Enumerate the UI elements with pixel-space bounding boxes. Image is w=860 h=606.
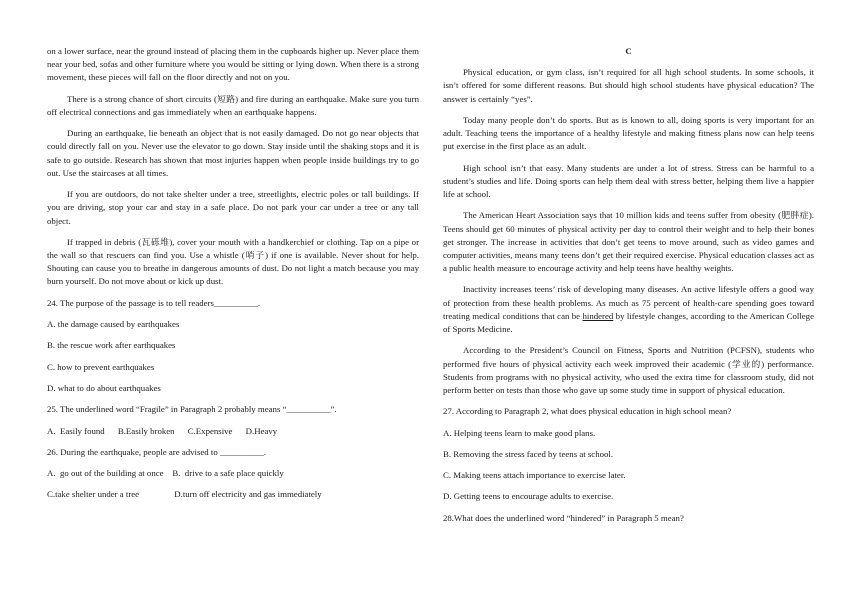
- option-27-b: B. Removing the stress faced by teens at school.: [443, 448, 614, 459]
- paragraph-trapped: If trapped in debris (瓦砾堆), cover your mouth with a handkerchief or clothing. Tap on a pipe or the wall so that rescuers can find you. Use a whistle (哨子) if one is available. Never shout for help. Shouting can cause you to breathe in dangerous amounts of dust. Do not light a match because you may burn yourself. Do not move about or kick up dust.: [47, 236, 419, 287]
- option-24-b: B. the rescue work after earthquakes: [47, 340, 176, 351]
- paragraph-outdoors: If you are outdoors, do not take shelter under a tree, streetlights, electric poles or tall buildings. If you are driving, stop your car and stay in a safe place. Do not park your car under a tree or any tall object.: [47, 189, 419, 226]
- option-27-c: C. Making teens attach importance to exercise later.: [443, 470, 626, 481]
- option-24-a: A. the damage caused by earthquakes: [47, 319, 180, 330]
- paragraph-during-earthquake: During an earthquake, lie beneath an object that is not easily damaged. Do not go near objects that could directly fall on you. Never use the elevator to go down. Stay inside until the shaking stops and it is safe to go outside. Research has shown that most injuries happen when people inside buildings try to go out. Use the staircases at all times.: [47, 128, 419, 178]
- paragraph-pcfsn: According to the President’s Council on Fitness, Sports and Nutrition (PCFSN), students who performed five hours of physical activity each week improved their academic (学业的) performance. Students from programs with no physical activity, who used the extra time for classroom study, did not perform better on tests than those who gave up some study time in support of physical education.: [443, 345, 814, 395]
- question-24: 24. The purpose of the passage is to tell readers__________.: [47, 297, 261, 308]
- left-column: [47, 45, 419, 510]
- option-24-c: C. how to prevent earthquakes: [47, 361, 155, 372]
- paragraph-stress: High school isn’t that easy. Many students are under a lot of stress. Stress can be harmful to a student’s studies and life. Doing sports can help them deal with stress better, helping them live a happier life at school.: [443, 162, 814, 200]
- section-heading: C: [625, 46, 632, 56]
- paragraph-pe-required: Physical education, or gym class, isn’t required for all high school students. In some schools, it isn’t offered for some different reasons. But should high school students have physical education? The answer is certainly “yes”.: [443, 67, 814, 104]
- right-column: [443, 45, 814, 533]
- options-26-cd: C.take shelter under a tree D.turn off electricity and gas immediately: [47, 489, 322, 500]
- option-27-a: A. Helping teens learn to make good plans.: [443, 427, 596, 438]
- paragraph-furniture: on a lower surface, near the ground instead of placing them in the cupboards higher up. Never place them near your bed, sofas and other furniture where you would be sitting or lying down. When there is a strong movement, these pieces will fall on the floor directly and not on you.: [47, 46, 419, 83]
- underlined-word-hindered: hindered: [582, 310, 614, 321]
- paragraph-inactivity-start: Inactivity increases teens’ risk of developing many diseases. An active lifestyle offers a good way of protection from these health problems. As much as 75 percent of health-care spending goes toward treating medical conditions that can be: [443, 284, 814, 321]
- question-26: 26. During the earthquake, people are advised to __________.: [47, 446, 267, 457]
- paragraph-do-sports: Today many people don’t do sports. But as is known to all, doing sports is very important for an adult. Teaching teens the importance of a healthy lifestyle and making fitness plans now can help teens put exercise in the first place as an adult.: [443, 114, 814, 152]
- question-28: 28.What does the underlined word “hindered” in Paragraph 5 mean?: [443, 512, 684, 523]
- paragraph-short-circuits: There is a strong chance of short circuits (短路) and fire during an earthquake. Make sure you turn off electrical connections and gas immediately when an earthquake happens.: [47, 93, 419, 117]
- paragraph-heart-association: The American Heart Association says that 10 million kids and teens suffer from obesity (肥胖症). Teens should get 60 minutes of physical activity per day to control their weight and to help their bones get stronger. The increase in activities that don’t get teens to move around, such as video games and computer activities, means many teens don’t get their required exercise. Physical education classes act as a public health measure to encourage activity and help teens have healthy weights.: [443, 210, 814, 274]
- options-25: A. Easily found B.Easily broken C.Expensive D.Heavy: [47, 425, 278, 436]
- options-26-ab: A. go out of the building at once B. drive to a safe place quickly: [47, 468, 284, 479]
- question-25: 25. The underlined word “Fragile” in Paragraph 2 probably means “__________”.: [47, 404, 337, 415]
- paragraph-inactivity-end: by lifestyle changes, according to the American College of Sports Medicine.: [443, 310, 814, 335]
- paragraph-inactivity: [443, 283, 814, 336]
- option-27-d: D. Getting teens to encourage adults to exercise.: [443, 491, 614, 502]
- question-27: 27. According to Paragraph 2, what does physical education in high school mean?: [443, 406, 732, 417]
- option-24-d: D. what to do about earthquakes: [47, 382, 161, 393]
